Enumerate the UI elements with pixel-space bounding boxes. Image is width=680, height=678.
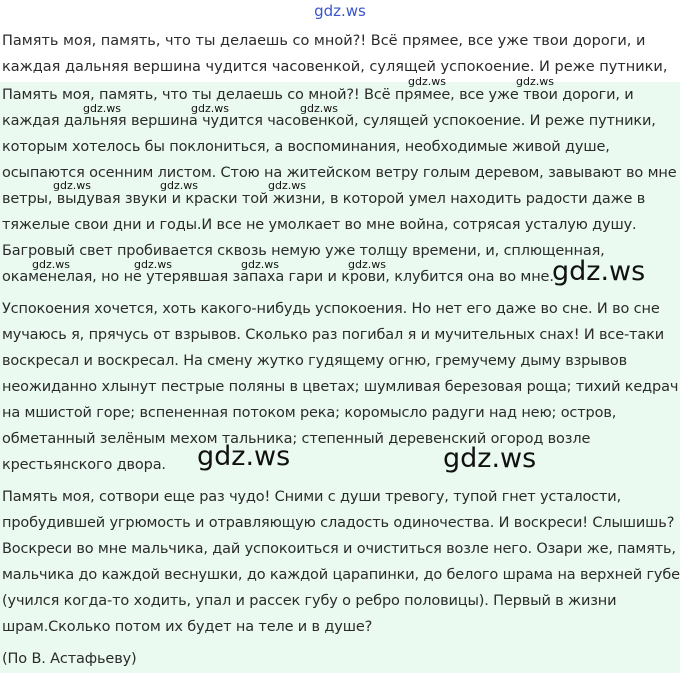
paragraph-3: Память моя, сотвори еще раз чудо! Сними с души тревогу, тупой гнет усталости, пробудившей угрюмость и отравляющую сладость одиночества. И воскреси! Слышишь? Воскреси во мне мальчика, дай успокоиться и очиститься возле него. Озари же, память, мальчика до каждой веснушки, до каждой царапинки, до белого шрама на верхней губе (учился когда-то ходить, упал и рассек губу о ребро половицы). Первый в жизни шрам.Сколько потом их будет на теле и в душе?	[2, 489, 680, 635]
watermark-small: gdz.ws	[53, 179, 91, 192]
watermark-small: gdz.ws	[300, 102, 338, 115]
watermark-small: gdz.ws	[408, 75, 446, 88]
watermark-small: gdz.ws	[348, 258, 386, 271]
intro-line-2: каждая дальняя вершина чудится часовенкой, сулящей успокоение. И реже путники,	[2, 59, 668, 75]
text-body	[0, 82, 680, 678]
watermark-small: gdz.ws	[134, 258, 172, 271]
watermark-large: gdz.ws	[552, 256, 646, 287]
watermark-small: gdz.ws	[191, 102, 229, 115]
source-attribution: (По В. Астафьеву)	[2, 651, 137, 667]
watermark-small: gdz.ws	[160, 179, 198, 192]
intro-line-1: Память моя, память, что ты делаешь со мной?! Всё прямее, все уже твои дороги, и	[2, 33, 646, 49]
watermark-large: gdz.ws	[443, 443, 537, 474]
watermark-small: gdz.ws	[32, 258, 70, 271]
watermark-small: gdz.ws	[241, 258, 279, 271]
paragraph-2: Успокоения хочется, хоть какого-нибудь успокоения. Но нет его даже во сне. И во сне мучаюсь я, прячусь от взрывов. Сколько раз погибал я и мучительных снах! И все-таки воскресал и воскресал. На смену жутко гудящему огню, гремучему дыму взрывов неожиданно хлынут пестрые поляны в цветах; шумливая березовая роща; тихий кедрач на мшистой горе; вспененная потоком река; коромысло радуги над нею; остров, обметанный зелёным мехом тальника; степенный деревенский огород возле крестьянского двора.	[2, 301, 679, 473]
watermark-small: gdz.ws	[268, 179, 306, 192]
intro-excerpt	[0, 28, 680, 80]
paragraph-1: Память моя, память, что ты делаешь со мной?! Всё прямее, все уже твои дороги, и каждая дальняя вершина чудится часовенкой, сулящей успокоение. И реже путники, которым хотелось бы поклониться, а воспоминания, необходимые живой душе, осыпаются осенним листом. Стою на житейском ветру голым деревом, завывают во мне ветры, выдувая звуки и краски той жизни, в которой умел находить радости даже в тяжелые свои дни и годы.И все не умолкает во мне война, сотрясая усталую душу. Багровый свет пробивается сквозь немую уже толщу времени, и, сплющенная, окаменелая, но не утерявшая запаха гари и крови, клубится она во мне.	[2, 87, 677, 285]
watermark-small: gdz.ws	[516, 75, 554, 88]
watermark-large: gdz.ws	[197, 441, 291, 472]
site-watermark-header: gdz.ws	[314, 2, 366, 20]
watermark-small: gdz.ws	[83, 102, 121, 115]
